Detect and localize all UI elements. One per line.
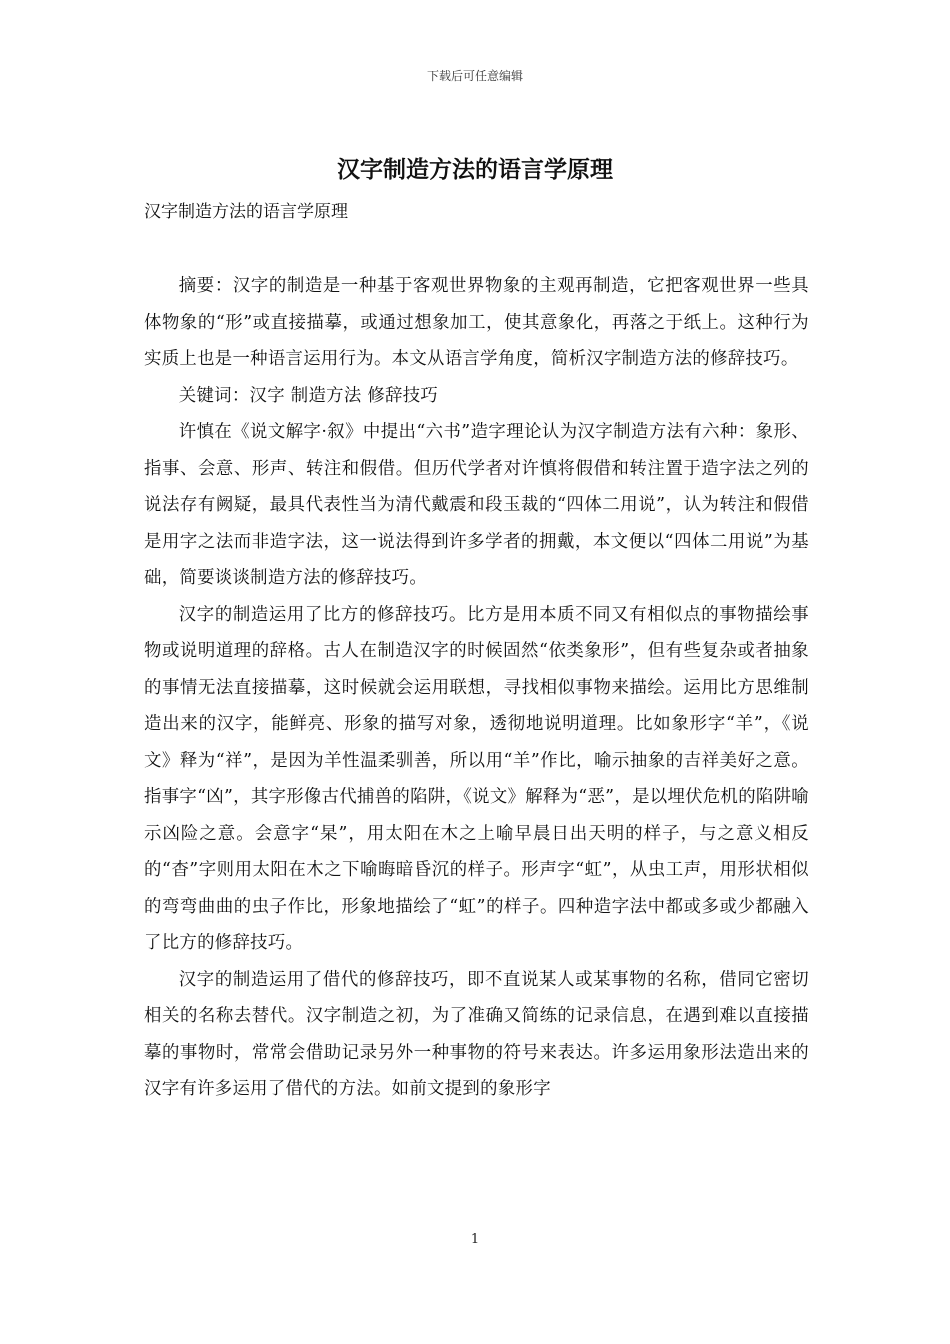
abstract-paragraph: 摘要：汉字的制造是一种基于客观世界物象的主观再制造，它把客观世界一些具体物象的“形”或直接描摹，或通过想象加工，使其意象化，再落之于纸上。这种行为实质上也是一种语言运用行为。本文从语言学角度，简析汉字制造方法的修辞技巧。	[144, 276, 809, 369]
document-title: 汉字制造方法的语言学原理	[337, 156, 613, 183]
body-paragraph: 汉字的制造运用了比方的修辞技巧。比方是用本质不同又有相似点的事物描绘事物或说明道理的辞格。古人在制造汉字的时候固然“依类象形”，但有些复杂或者抽象的事情无法直接描摹，这时候就会运用联想，寻找相似事物来描绘。运用比方思维制造出来的汉字，能鲜亮、形象的描写对象，透彻地说明道理。比如象形字“羊”，《说文》释为“祥”，是因为羊性温柔驯善，所以用“羊”作比，喻示抽象的吉祥美好之意。指事字“凶”，其字形像古代捕兽的陷阱，《说文》解释为“恶”，是以埋伏危机的陷阱喻示凶险之意。会意字“杲”，用太阳在木之上喻早晨日出天明的样子，与之意义相反的“杳”字则用太阳在木之下喻晦暗昏沉的样子。形声字“虹”，从虫工声，用形状相似的弯弯曲曲的虫子作比，形象地描绘了“虹”的样子。四种造字法中都或多或少都融入了比方的修辞技巧。	[144, 604, 809, 953]
body-paragraph: 汉字的制造运用了借代的修辞技巧，即不直说某人或某事物的名称，借同它密切相关的名称去替代。汉字制造之初，为了准确又简练的记录信息，在遇到难以直接描摹的事物时，常常会借助记录另外一种事物的符号来表达。许多运用象形法造出来的汉字有许多运用了借代的方法。如前文提到的象形字	[144, 969, 809, 1099]
document-body	[144, 268, 809, 1108]
body-paragraph: 许慎在《说文解字·叙》中提出“六书”造字理论认为汉字制造方法有六种：象形、指事、会意、形声、转注和假借。但历代学者对许慎将假借和转注置于造字法之列的说法存有阙疑，最具代表性当为清代戴震和段玉裁的“四体二用说”，认为转注和假借是用字之法而非造字法，这一说法得到许多学者的拥戴，本文便以“四体二用说”为基础，简要谈谈制造方法的修辞技巧。	[144, 422, 809, 588]
header-note: 下载后可任意编辑	[426, 69, 523, 83]
keywords-paragraph: 关键词：汉字 制造方法 修辞技巧	[178, 385, 439, 406]
page-number: 1	[470, 1232, 480, 1247]
document-subtitle: 汉字制造方法的语言学原理	[144, 202, 348, 222]
